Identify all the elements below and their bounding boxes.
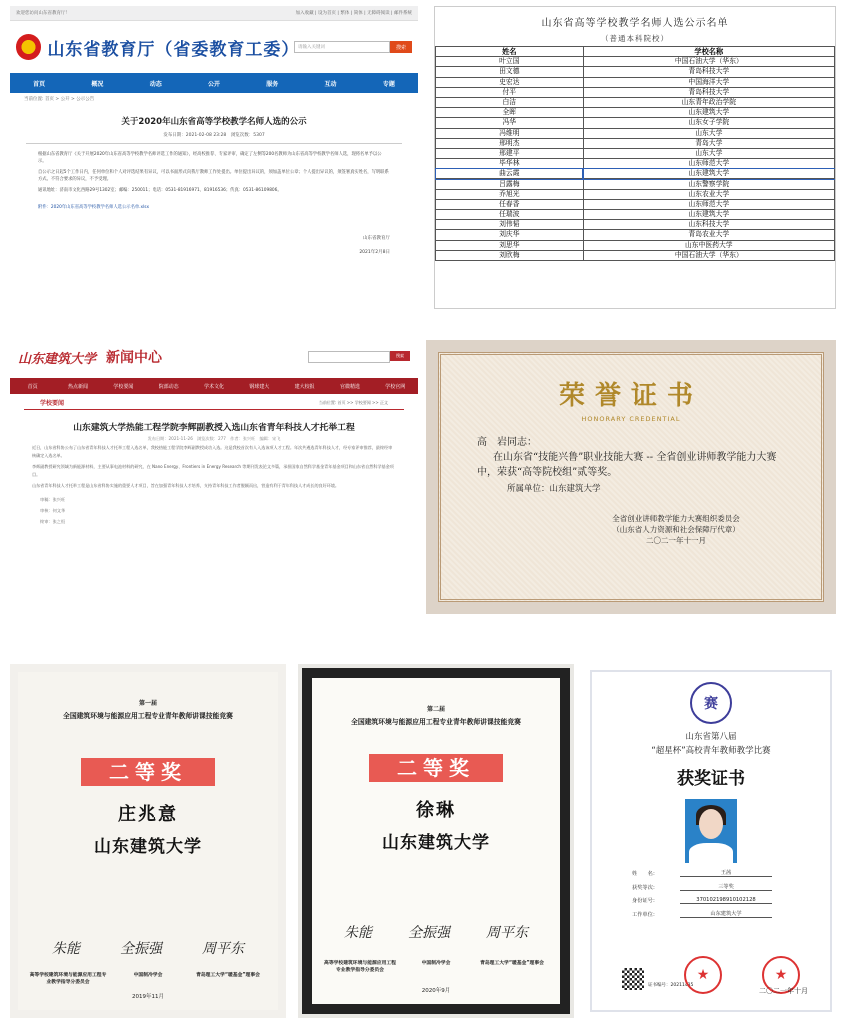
search-area (308, 351, 410, 363)
nav-item-interact[interactable]: 互动 (324, 80, 337, 88)
cell-name: 叶立国 (436, 57, 584, 67)
section-title: 学校要闻 (40, 400, 65, 407)
table-row (436, 77, 835, 87)
organizers (28, 972, 268, 986)
news-header (10, 340, 418, 374)
cell-name: 冯维明 (436, 128, 584, 138)
author-line: 审核：何文华 (40, 507, 66, 513)
search-placeholder: 请输入关键词 (298, 45, 325, 50)
cell-school: 中国石油大学（华东） (583, 250, 834, 260)
divider (26, 143, 402, 144)
edition-line: 山东省第八届 (685, 732, 737, 742)
signature: 全振强 (120, 941, 162, 957)
cell-name: 刘庆华 (436, 230, 584, 240)
table-row (436, 108, 835, 118)
news-nav (10, 378, 418, 394)
certificate-date: 二〇二一年十一月 (646, 536, 706, 545)
organizer: 中国制冷学会 (421, 961, 451, 966)
signature: 朱能 (344, 925, 372, 941)
cell-name: 田文德 (436, 67, 584, 77)
nav-item[interactable]: 学校要闻 (113, 383, 134, 390)
field-value: 三等奖 (680, 883, 772, 891)
nav-item[interactable]: 学术文化 (203, 383, 224, 390)
search-button[interactable]: 搜索 (390, 41, 412, 53)
table-subtitle: （普通本科院校） (601, 34, 669, 43)
winner-name: 庄兆意 (118, 804, 178, 825)
table-row (436, 250, 835, 260)
organizer: 中国制冷学会 (133, 973, 163, 978)
field-value: 370102198910102128 (680, 897, 772, 904)
teacher-table (435, 46, 835, 261)
table-row (436, 67, 835, 77)
certificate-date: 2020年9月 (421, 988, 451, 994)
cell-school: 山东中医药大学 (583, 240, 834, 250)
organizer: 高等学校建筑环境与能源应用工程专业教学指导分委员会 (29, 973, 107, 985)
cell-school: 青岛农业大学 (583, 230, 834, 240)
article-paragraph: 自公示之日起5个工作日内，任何单位和个人对评选结果有异议，可以书面形式向我厅教师工作处提出。单位提出异议的，须加盖单位公章；个人提出异议的，须签署真实姓名，写明联系方式。不符合要求的异议，不予受理。 (38, 170, 389, 182)
cell-name: 刘伟韬 (436, 220, 584, 230)
article-paragraph: 通讯地址：济南市文化西路29号1302室；邮编：250011；电话：0531-81916971、81916536；传真：0531-86109806。 (38, 188, 282, 193)
nav-item[interactable]: 钢球建大 (249, 383, 270, 390)
table-row (436, 128, 835, 138)
table-row (436, 57, 835, 67)
search-area (294, 41, 412, 53)
signature: 周平东 (486, 925, 528, 941)
winner-photo (685, 799, 737, 863)
university-logo[interactable]: 山东建筑大学 (18, 351, 97, 367)
attachment-link[interactable]: 附件：2020年山东省高等学校教学名师人选公示名单.xlsx (38, 205, 150, 210)
news-paragraph: 近日，山东省科协公布了山东省青年科技人才托举工程入选名单，我校热能工程学院李辉副教授成功入选。这是我校首次有人入选该项人才工程。年次共遴选青年科技人才，经专家评审推荐，最终经审核确定入选名单。 (32, 445, 393, 458)
table-row (436, 138, 835, 148)
table-row (436, 118, 835, 128)
nav-item-public[interactable]: 公开 (207, 80, 220, 88)
nav-item[interactable]: 学校官网 (385, 383, 406, 390)
edition: 第二届 (426, 706, 445, 713)
cell-school: 中国海洋大学 (583, 77, 834, 87)
cell-school: 山东大学 (583, 128, 834, 138)
table-row (436, 169, 835, 179)
cell-school: 山东警察学院 (583, 179, 834, 189)
table-row (436, 189, 835, 199)
news-paragraph: 李辉副教授研究领域为新能源材料，主要从事电池材料的研究，在 Nano Energy、Frontiers in Energy Research 等期刊发表论文多篇，承担国家自然科学基金青年基金项目和山东省自然科学基金项目。 (32, 464, 394, 477)
organizer: 青岛理工大学“暖基金”理事会 (480, 961, 544, 966)
national-emblem-icon (16, 34, 41, 60)
author-line: 终审：张之恒 (40, 518, 66, 524)
col-school: 学校名称 (583, 47, 834, 57)
photo-face (699, 809, 723, 839)
field-label: 工作单位： (632, 911, 658, 918)
cell-name: 白洁 (436, 97, 584, 107)
cell-name: 邢建平 (436, 148, 584, 158)
site-header (10, 21, 418, 73)
table-row (436, 97, 835, 107)
cell-school: 山东建筑大学 (583, 108, 834, 118)
field-value: 王茜 (680, 869, 772, 877)
cell-school: 中国石油大学（华东） (583, 57, 834, 67)
certificate-paper (18, 672, 278, 1010)
cell-school: 山东农业大学 (583, 189, 834, 199)
award-text: 在山东省“技能兴鲁”职业技能大赛 -- 全省创业讲师教学能力大赛中，荣获“高等院校组”贰等奖。 (477, 452, 777, 478)
search-button[interactable]: 搜索 (390, 351, 410, 361)
organizer: 青岛理工大学“暖基金”理事会 (196, 973, 260, 978)
field-value: 山东建筑大学 (680, 910, 772, 918)
nav-item[interactable]: 官微精选 (339, 383, 360, 390)
certificate-body (441, 423, 821, 497)
news-center-title: 新闻中心 (106, 350, 163, 366)
table-row (436, 240, 835, 250)
certificate-heading: 荣誉证书 (558, 381, 703, 411)
cell-name: 全晖 (436, 108, 584, 118)
table-row (436, 230, 835, 240)
table-row (436, 87, 835, 97)
top-bar (10, 6, 418, 21)
cell-name: 吕露梅 (436, 179, 584, 189)
red-stamp-icon: ★ (762, 956, 800, 994)
cell-name: 刘欣梅 (436, 250, 584, 260)
cell-name: 史宏达 (436, 77, 584, 87)
cell-school: 山东建筑大学 (583, 169, 834, 179)
certificate-date: 2019年11月 (132, 994, 164, 1000)
nav-item-home[interactable]: 首页 (33, 80, 46, 88)
cell-school: 山东大学 (583, 148, 834, 158)
certificate-paper (302, 668, 570, 1014)
teaching-award-certificate (584, 664, 838, 1018)
author-line: 审稿：张兴旺 (40, 496, 66, 502)
issuer: 全省创业讲师教学能力大赛组织委员会 (612, 514, 740, 523)
news-title: 山东建筑大学热能工程学院李辉副教授入选山东省青年科技人才托举工程 (73, 423, 355, 433)
nav-item-topics[interactable]: 专题 (382, 80, 395, 88)
cell-school: 青岛大学 (583, 138, 834, 148)
competition-name: “超星杯”高校青年教师教学比赛 (651, 746, 771, 756)
search-input[interactable] (294, 41, 390, 53)
article-meta: 发布日期：2021-02-08 23:28 浏览次数：5307 (163, 133, 265, 138)
winner-university: 山东建筑大学 (94, 837, 202, 857)
news-authors (10, 492, 418, 529)
cell-name: 冯华 (436, 118, 584, 128)
qr-code-icon[interactable] (622, 968, 644, 990)
certificate-title: 获奖证书 (677, 769, 745, 789)
nav-item-service[interactable]: 服务 (266, 80, 279, 88)
signature: 周平东 (202, 941, 244, 957)
signatures (326, 922, 546, 942)
certificate-frame (590, 670, 832, 1012)
field-row (632, 883, 830, 891)
cell-name: 邢明杰 (436, 138, 584, 148)
table-row (436, 148, 835, 158)
cell-name: 付平 (436, 87, 584, 97)
cell-school: 山东建筑大学 (583, 210, 834, 220)
field-row (632, 897, 830, 904)
section-bar (24, 394, 404, 410)
breadcrumb: 当前位置: 首页 > 公开 > 公示公告 (24, 97, 95, 102)
affiliation: 所属单位：山东建筑大学 (507, 484, 601, 494)
signature: 朱能 (52, 941, 80, 957)
honorary-certificate (426, 340, 836, 614)
cell-name: 毕华林 (436, 159, 584, 169)
cell-name: 曲云霞 (436, 169, 584, 179)
cell-school: 山东科技大学 (583, 220, 834, 230)
news-meta: 发布日期：2021-11-26 浏览次数：277 作者：张兴旺 编辑：宋飞 (147, 436, 281, 441)
certificate-date: 二〇二一年十月 (759, 987, 808, 995)
photo-shirt (689, 843, 733, 863)
signature: 全振强 (408, 925, 450, 941)
competition-name: 全国建筑环境与能源应用工程专业青年教师讲课技能竞赛 (63, 712, 233, 720)
organizer: 高等学校建筑环境与能源应用工程专业教学指导分委员会 (324, 961, 396, 973)
nav-item[interactable]: 建大校报 (294, 383, 315, 390)
table-title: 山东省高等学校教学名师人选公示名单 (541, 18, 729, 29)
field-label: 获奖等次： (632, 884, 658, 891)
table-row (436, 179, 835, 189)
main-nav (10, 73, 418, 93)
issuer-note: （山东省人力资源和社会保障厅代章） (612, 525, 740, 534)
breadcrumb: 当前位置: 首页 >> 学校要闻 >> 正文 (318, 399, 388, 405)
article-title: 关于2020年山东省高等学校教学名师人选的公示 (121, 117, 307, 127)
cell-school: 山东师范大学 (583, 159, 834, 169)
nav-item[interactable]: 首页 (27, 383, 38, 390)
news-paragraph: 山东省青年科技人才托举工程是山东省科协实施的重要人才项目，旨在加强青年科技人才培养，支持青年科技工作者脱颖而出，营造有利于青年科技人才成长的良好环境。 (32, 483, 340, 488)
article-paragraph: 根据山东省教育厅《关于开展2020年山东省高等学校教学名师评选工作的通知》，经高校推荐、专家评审，确定了左侧等200名教师为山东省高等学校教学名师人选，现将名单予以公示。 (38, 152, 382, 164)
issuer-block (441, 513, 821, 546)
field-label: 身份证号： (632, 898, 658, 904)
cell-name: 任春香 (436, 199, 584, 209)
signatures (32, 938, 264, 958)
table-body (436, 57, 835, 261)
search-input[interactable] (308, 351, 390, 363)
competition-name: 全国建筑环境与能源应用工程专业青年教师讲课技能竞赛 (351, 718, 521, 726)
table-header-row (436, 47, 835, 57)
nav-item-news[interactable]: 动态 (149, 80, 162, 88)
col-name: 姓名 (436, 47, 584, 57)
winner-name: 徐琳 (416, 800, 456, 821)
cell-school: 山东青年政治学院 (583, 97, 834, 107)
certificate-fields (592, 869, 830, 918)
education-dept-announcement (10, 6, 418, 314)
certificate-frame (438, 352, 824, 602)
nav-item[interactable]: 热点新闻 (67, 383, 88, 390)
teacher-list-table-panel (434, 6, 836, 309)
organizers (322, 960, 550, 974)
certificate-heading-en: HONORARY CREDENTIAL (581, 415, 681, 423)
cell-name: 刘思华 (436, 240, 584, 250)
table-row (436, 210, 835, 220)
signature-date: 2021年2月8日 (359, 250, 390, 255)
salutation: 高 岩同志： (477, 437, 537, 448)
winner-university: 山东建筑大学 (382, 833, 490, 853)
nav-item[interactable]: 院部动态 (158, 383, 179, 390)
field-label: 姓 名： (632, 870, 658, 877)
cell-school: 青岛科技大学 (583, 67, 834, 77)
seal-glyph: 赛 (704, 696, 718, 712)
nav-item-overview[interactable]: 概况 (91, 80, 104, 88)
award-certificate-2019 (10, 664, 286, 1018)
field-row (632, 910, 830, 918)
top-links[interactable]: 加入收藏 | 设为首页 | 繁体 | 简体 | 无障碍阅读 | 邮件系统 (295, 11, 412, 16)
cell-name: 乔旭光 (436, 189, 584, 199)
certificate-number: 证书编号：20211435 (648, 983, 694, 988)
cell-name: 任瑞波 (436, 210, 584, 220)
site-title[interactable]: 山东省教育厅（省委教育工委） (47, 39, 300, 60)
prize-banner: 二等奖 (369, 754, 503, 782)
cell-school: 山东女子学院 (583, 118, 834, 128)
prize-banner: 二等奖 (81, 758, 215, 786)
competition-seal-icon (690, 682, 732, 724)
signature-block (10, 232, 418, 260)
welcome-text: 欢迎您访问山东省教育厅！ (16, 11, 70, 16)
signature: 山东省教育厅 (363, 236, 390, 241)
cell-school: 山东师范大学 (583, 199, 834, 209)
field-row (632, 869, 830, 877)
table-row (436, 220, 835, 230)
award-certificate-2020 (298, 664, 574, 1018)
table-row (436, 159, 835, 169)
red-stamp-icon: ★ (684, 956, 722, 994)
cell-school: 青岛科技大学 (583, 87, 834, 97)
edition: 第一届 (138, 700, 157, 707)
table-row (436, 199, 835, 209)
university-news-page (10, 340, 418, 616)
